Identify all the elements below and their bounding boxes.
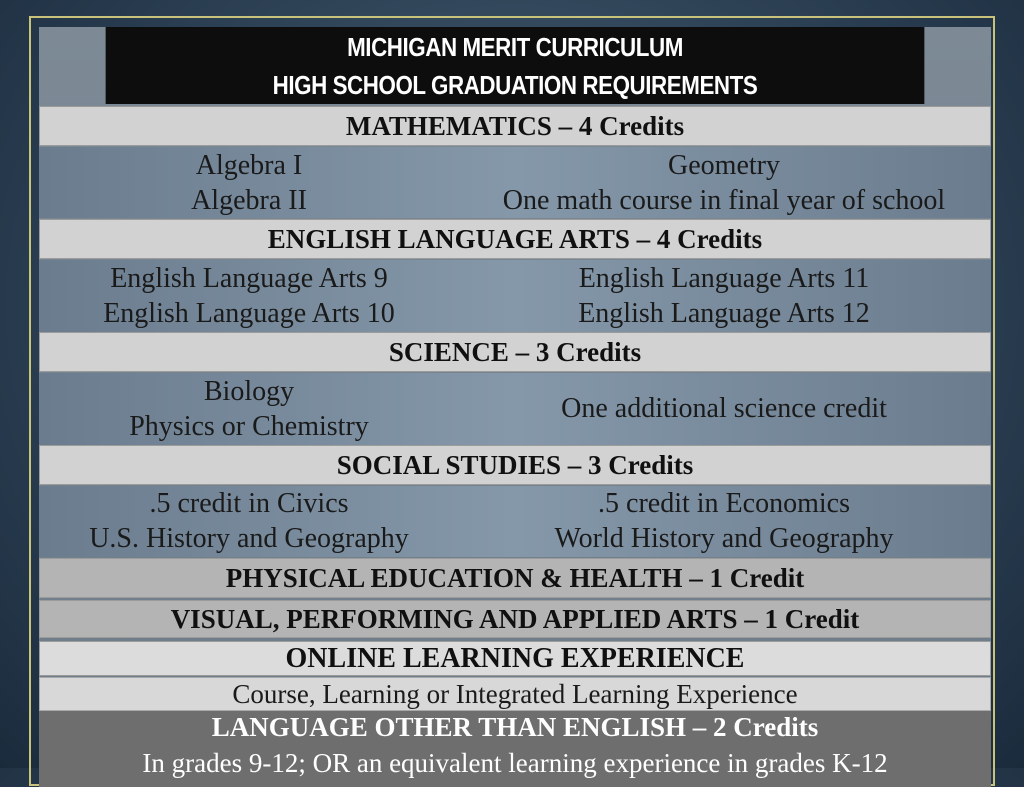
science-courses: [39, 373, 991, 445]
math-right-column: [469, 148, 979, 218]
social-course-world-history: World History and Geography: [554, 523, 894, 554]
ela-courses: [39, 260, 991, 332]
science-course-physics-chemistry: Physics or Chemistry: [129, 411, 369, 442]
title-line-2: HIGH SCHOOL GRADUATION REQUIREMENTS: [272, 70, 758, 100]
social-course-civics: .5 credit in Civics: [149, 488, 349, 519]
science-header: SCIENCE – 3 Credits: [39, 332, 991, 372]
title-line-1: MICHIGAN MERIT CURRICULUM: [347, 32, 683, 62]
ela-right-column: [469, 261, 979, 331]
science-course-biology: Biology: [203, 376, 295, 407]
ela-left-column: [39, 261, 459, 331]
pe-health-header: PHYSICAL EDUCATION & HEALTH – 1 Credit: [39, 558, 991, 598]
math-course-final-year: One math course in final year of school: [502, 185, 946, 216]
arts-header: VISUAL, PERFORMING AND APPLIED ARTS – 1 Credit: [39, 600, 991, 638]
ela-header: ENGLISH LANGUAGE ARTS – 4 Credits: [39, 219, 991, 259]
online-learning-detail: Course, Learning or Integrated Learning Experience: [39, 677, 991, 711]
social-course-economics: .5 credit in Economics: [598, 488, 850, 519]
math-course-geometry: Geometry: [668, 150, 780, 181]
math-courses: [39, 147, 991, 218]
science-right-column: [469, 391, 979, 426]
slide-title: [106, 27, 925, 104]
language-header: LANGUAGE OTHER THAN ENGLISH – 2 Credits: [39, 711, 991, 746]
social-right-column: [469, 486, 979, 556]
social-course-us-history: U.S. History and Geography: [89, 523, 409, 554]
math-left-column: [39, 148, 459, 218]
math-course-algebra-2: Algebra II: [191, 185, 307, 216]
science-course-additional: One additional science credit: [561, 393, 887, 424]
ela-course-9: English Language Arts 9: [110, 263, 388, 294]
math-header: MATHEMATICS – 4 Credits: [39, 106, 991, 146]
social-left-column: [39, 486, 459, 556]
science-left-column: [39, 374, 459, 444]
social-studies-header: SOCIAL STUDIES – 3 Credits: [39, 445, 991, 485]
social-studies-courses: [39, 486, 991, 557]
ela-course-12: English Language Arts 12: [578, 298, 870, 329]
ela-course-11: English Language Arts 11: [578, 263, 870, 294]
online-learning-header: ONLINE LEARNING EXPERIENCE: [39, 641, 991, 676]
requirements-table: [39, 27, 991, 787]
math-course-algebra-1: Algebra I: [195, 150, 303, 181]
language-detail: In grades 9-12; OR an equivalent learning experience in grades K-12: [39, 746, 991, 787]
ela-course-10: English Language Arts 10: [103, 298, 395, 329]
